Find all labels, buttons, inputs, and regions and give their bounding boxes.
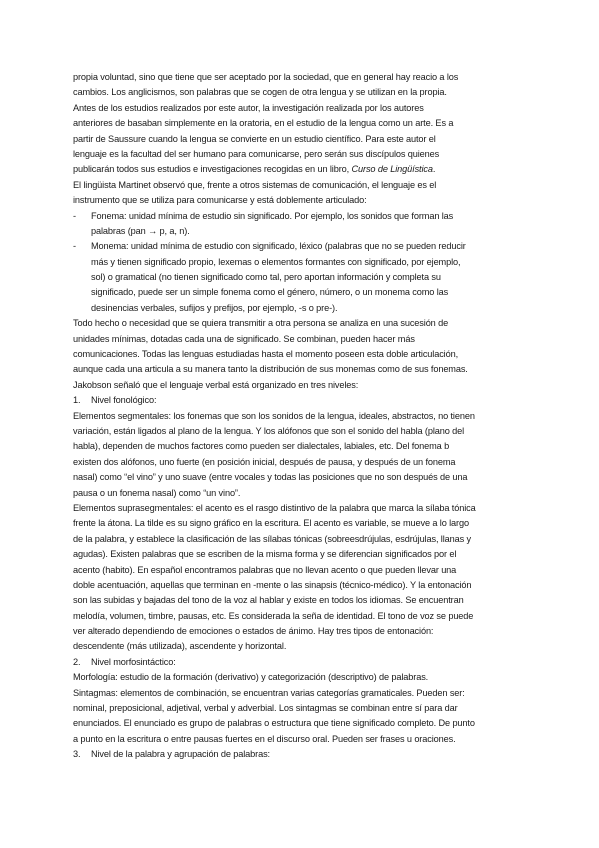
text-line: nasal) como “el vino” y uno suave (entre vocales y todas las posiciones que no son después de una (73, 472, 468, 483)
text-line: melodía, volumen, timbre, pausas, etc. Es considerada la seña de identidad. El tono de voz se puede (73, 610, 474, 621)
text-line: comunicaciones. Todas las lenguas estudiadas hasta el momento poseen esta doble articulación, (73, 349, 459, 360)
text-line: desinencias verbales, sufijos y prefijos, por ejemplo, -s o pre-). (91, 302, 338, 313)
text-line: descendente (más utilizada), ascendente y horizontal. (73, 641, 287, 652)
text-line: anteriores de basaban simplemente en la oratoria, en el estudio de la lengua como un arte. Es a (73, 118, 454, 129)
book-title: Curso de Lingüística (351, 164, 433, 175)
bullet-item-fonema (73, 209, 529, 224)
text-line: enunciados. El enunciado es grupo de palabras o estructura que tiene significado completo. De punto (73, 718, 475, 729)
list-number: 3. (73, 749, 81, 760)
numbered-heading-1 (73, 393, 529, 408)
text-line: unidades mínimas, dotadas cada una de significado. Se combinan, pueden hacer más (73, 333, 415, 344)
heading-text: Nivel morfosintáctico: (91, 656, 176, 667)
bullet-text: Fonema: unidad mínima de estudio sin significado. Por ejemplo, los sonidos que forman las (91, 210, 454, 221)
bullet-item-monema (73, 239, 529, 254)
text-line: Sintagmas: elementos de combinación, se encuentran varias categorías gramaticales. Pueden ser: (73, 687, 465, 698)
text-line: sol) o gramatical (no tienen significado como tal, pero aportan información y completa su (91, 272, 441, 283)
text-line: Todo hecho o necesidad que se quiera transmitir a otra persona se analiza en una sucesión de (73, 318, 449, 329)
list-number: 2. (73, 656, 81, 667)
text-line: aunque cada una articula a su manera tanto la distribución de sus monemas como de sus fonemas. (73, 364, 468, 375)
text-line: a punto en la escritura o entre pausas fuertes en el discurso oral. Pueden ser frases u oraciones. (73, 733, 456, 744)
text-line: Morfología: estudio de la formación (derivativo) y categorización (descriptivo) de palabras. (73, 672, 429, 683)
text-line: instrumento que se utiliza para comunicarse y está doblemente articulado: (73, 195, 367, 206)
numbered-heading-2 (73, 655, 529, 670)
bullet-dash: - (73, 241, 76, 252)
text-line: Jakobson señaló que el lenguaje verbal está organizado en tres niveles: (73, 379, 359, 390)
text-line: doble acentuación, aquellas que terminan en -mente o las sinapsis (técnico-médico). Y la entonación (73, 579, 472, 590)
text-line: habla), dependen de muchos factores como pueden ser dialectales, labiales, etc. Del fonema b (73, 441, 450, 452)
text-line: lenguaje es la facultad del ser humano para comunicarse, pero serán sus discípulos quienes (73, 148, 440, 159)
text-line: variación, están ligados al plano de la lengua. Y los alófonos que son el sonido del habla (plano del (73, 425, 465, 436)
text-line: son las subidas y bajadas del tono de la voz al hablar y existe en todos los idiomas. Se encuentran (73, 595, 464, 606)
text-line: más y tienen significado propio, lexemas o elementos formantes con significado, por ejemplo, (91, 256, 461, 267)
text-line: significado, puede ser un simple fonema como el género, número, o un monema como las (91, 287, 449, 298)
bullet-text: Monema: unidad mínima de estudio con significado, léxico (palabras que no se pueden reducir (91, 241, 466, 252)
text-line: El lingüista Martinet observó que, frente a otros sistemas de comunicación, el lenguaje es el (73, 179, 437, 190)
text-line: existen dos alófonos, uno fuerte (en posición inicial, después de pausa, y después de un fonema (73, 456, 456, 467)
text-line: publicarán todos sus estudios e investigaciones recogidas en un libro, Curso de Lingüística. (73, 164, 436, 175)
list-number: 1. (73, 395, 81, 406)
text-line: Elementos suprasegmentales: el acento es el rasgo distintivo de la palabra que marca la sílaba tónica (73, 502, 476, 513)
bullet-dash: - (73, 210, 76, 221)
text-line: nominal, preposicional, adjetival, verbal y adverbial. Los sintagmas se combinan entre sí para dar (73, 703, 458, 714)
text-line: agudas). Existen palabras que se escriben de la misma forma y se diferencian significados por el (73, 549, 457, 560)
text-line: pausa o un fonema nasal) como “un vino”. (73, 487, 241, 498)
text-line: ver alterado dependiendo de emociones o estados de ánimo. Hay tres tipos de entonación: (73, 626, 434, 637)
text-line: Elementos segmentales: los fonemas que son los sonidos de la lengua, ideales, abstractos, no tienen (73, 410, 475, 421)
text-line: acento (habito). En español encontramos palabras que no llevan acento o que pueden llevar una (73, 564, 457, 575)
text-line: partir de Saussure cuando la lengua se convierte en un estudio científico. Para este autor el (73, 133, 436, 144)
text-line: propia voluntad, sino que tiene que ser aceptado por la sociedad, que en general hay reacio a los (73, 72, 459, 82)
text-line: palabras (pan → p, a, n). (91, 225, 190, 236)
numbered-heading-3 (73, 747, 529, 762)
text-line: de la palabra, y establece la clasificación de las sílabas tónicas (sobreesdrújulas, esdrújulas, llanas y (73, 533, 471, 544)
body-text (73, 70, 529, 763)
text-line: frente la átona. La tilde es su signo gráfico en la escritura. El acento es variable, se mueve a lo largo (73, 518, 469, 529)
heading-text: Nivel de la palabra y agrupación de palabras: (91, 749, 270, 760)
text-line: cambios. Los anglicismos, son palabras que se cogen de otra lengua y se utilizan en la propia. (73, 87, 447, 98)
text-line: Antes de los estudios realizados por este autor, la investigación realizada por los autores (73, 102, 424, 113)
heading-text: Nivel fonológico: (91, 395, 157, 406)
